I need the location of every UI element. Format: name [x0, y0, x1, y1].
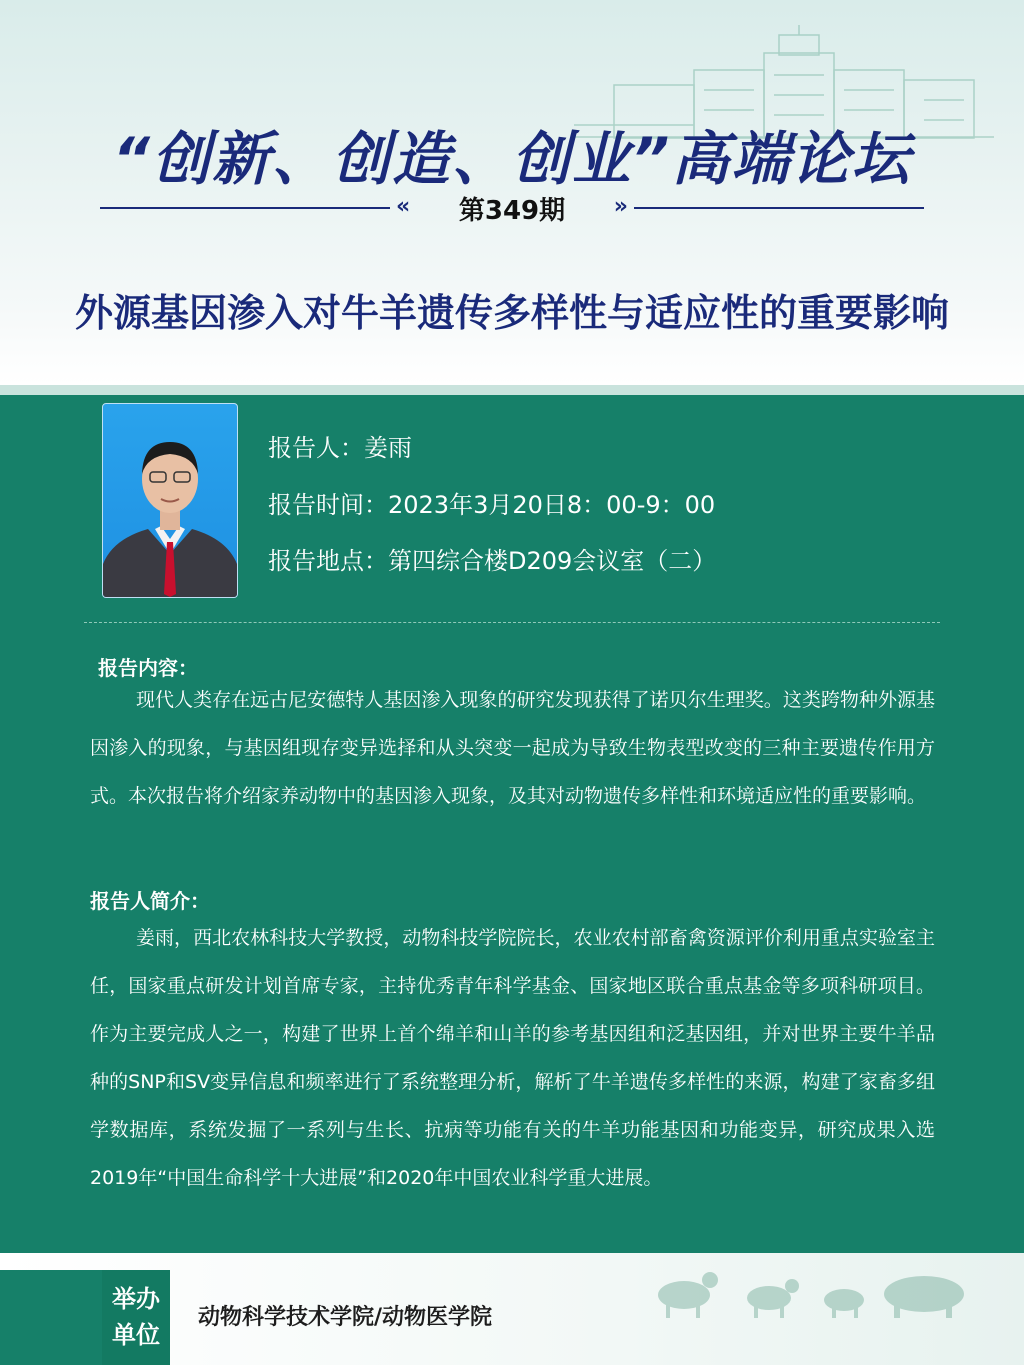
organizer-label-line1: 举办 [112, 1285, 160, 1313]
bio-heading: 报告人简介： [90, 889, 210, 913]
issue-row [100, 190, 924, 226]
forum-title: “创新、创造、创业”高端论坛 [112, 125, 912, 193]
livestock-silhouette-icon [644, 1250, 984, 1320]
header [0, 0, 1024, 385]
chevron-right-icon: » [613, 194, 628, 219]
speaker-name: 报告人：姜雨 [268, 434, 412, 462]
issue-number: 第349期 [458, 196, 566, 226]
section-divider [84, 622, 940, 623]
chevron-left-icon: « [396, 194, 411, 219]
content-heading: 报告内容： [98, 656, 198, 680]
report-title: 外源基因渗入对牛羊遗传多样性与适应性的重要影响 [74, 291, 949, 335]
speaker-photo [102, 403, 238, 598]
header-band [0, 385, 1024, 395]
organizer-name: 动物科学技术学院/动物医学院 [198, 1305, 493, 1330]
organizer-label-line2: 单位 [112, 1321, 160, 1349]
report-location: 报告地点：第四综合楼D209会议室（二） [268, 547, 717, 575]
content-paragraph: 现代人类存在远古尼安德特人基因渗入现象的研究发现获得了诺贝尔生理奖。这类跨物种外源基因渗入的现象，与基因组现存变异选择和从头突变一起成为导致生物表型改变的三种主要遗传作用方式。本次报告将介绍家养动物中的基因渗入现象，及其对动物遗传多样性和环境适应性的重要影响。 [90, 689, 935, 807]
bio-paragraph: 姜雨，西北农林科技大学教授，动物科技学院院长，农业农村部畜禽资源评价利用重点实验室主任，国家重点研发计划首席专家，主持优秀青年科学基金、国家地区联合重点基金等多项科研项目。作为主要完成人之一，构建了世界上首个绵羊和山羊的参考基因组和泛基因组，并对世界主要牛羊品种的SNP和SV变异信息和频率进行了系统整理分析，解析了牛羊遗传多样性的来源，构建了家畜多组学数据库，系统发掘了一系列与生长、抗病等功能有关的牛羊功能基因和功能变异，研究成果入选2019年“中国生命科学十大进展”和2020年中国农业科学重大进展。 [90, 927, 935, 1189]
speaker-portrait-icon [103, 404, 237, 597]
report-time: 报告时间：2023年3月20日8：00-9：00 [268, 491, 716, 519]
organizer-label [102, 1270, 170, 1365]
org-tab [0, 1270, 102, 1365]
issue-divider-right [634, 207, 924, 209]
